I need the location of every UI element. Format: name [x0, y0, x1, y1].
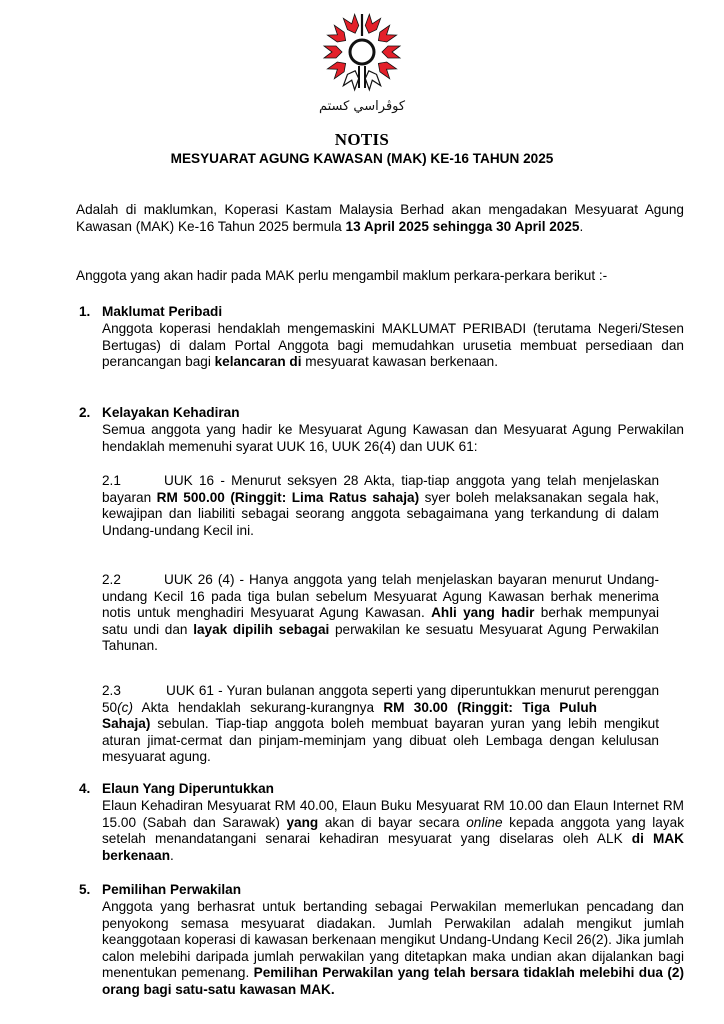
section-4-italic: online — [466, 814, 503, 830]
section-4-bold-2: di MAK berkenaan — [102, 831, 684, 863]
section-2-heading: Kelayakan Kehadiran — [102, 405, 240, 420]
subsection-2-3-bold-1: RM 30.00 (Ringgit: Tiga Puluh — [383, 699, 597, 715]
section-4-number: 4. — [79, 781, 91, 796]
section-1-text-b: mesyuarat kawasan berkenaan. — [301, 354, 498, 369]
subsection-2-1-number: 2.1 — [102, 473, 121, 488]
section-4-heading: Elaun Yang Diperuntukkan — [102, 781, 274, 796]
intro-instruction: Anggota yang akan hadir pada MAK perlu mengambil maklum perkara-perkara berikut :- — [76, 268, 608, 283]
subsection-2-2-text-c: perwakilan ke sesuatu Mesyuarat Agung Perwakilan Tahunan. — [102, 621, 659, 653]
subsection-2-1-bold: RM 500.00 (Ringgit: Lima Ratus sahaja) — [156, 489, 420, 505]
subsection-2-3-italic: (c) — [117, 699, 133, 715]
subsection-2-2-bold-2: layak dipilih sebagai — [193, 621, 330, 637]
subsection-2-3 — [102, 683, 659, 766]
subsection-2-3-text-b: Akta hendaklah sekurang-kurangnya — [132, 699, 384, 715]
section-4-text-a: Elaun Kehadiran Mesyuarat RM 40.00, Elaun Buku Mesyuarat RM 10.00 dan Elaun Internet RM 15.00 (Sabah dan Sarawak) — [102, 798, 684, 830]
section-5-number: 5. — [79, 882, 91, 897]
subsection-2-1-text-a: UUK 16 - Menurut seksyen 28 Akta, tiap-tiap anggota yang telah menjelaskan bayaran — [102, 473, 659, 505]
koperasi-kastam-logo-icon — [318, 10, 406, 118]
subsection-2-2-text-b: berhak mempunyai satu undi dan — [102, 605, 659, 637]
subsection-2-2 — [102, 572, 659, 655]
section-5-bold: Pemilihan Perwakilan yang telah bersara tidaklah melebihi dua (2) orang bagi satu-satu kawasan MAK. — [102, 965, 684, 997]
section-4-body — [102, 798, 684, 864]
section-5-body — [102, 899, 684, 998]
section-5-heading: Pemilihan Perwakilan — [102, 882, 242, 897]
subsection-2-2-bold-1: Ahli yang hadir — [431, 605, 535, 620]
subsection-2-1-text-b: syer boleh melaksanakan segala hak, kewajipan dan liabiliti sebagai seorang anggota sebagaimana yang terkandung di dalam Undang-undang Kecil ini. — [102, 489, 660, 538]
intro-end: . — [579, 218, 584, 234]
koperasi-logo — [318, 10, 406, 118]
subsection-2-3-text-a: UUK 61 - Yuran bulanan anggota seperti yang diperuntukkan menurut perenggan 50 — [102, 683, 659, 715]
subsection-2-3-bold-2: Sahaja) — [102, 716, 151, 731]
section-4-text-d: . — [170, 847, 174, 863]
intro-paragraph — [76, 202, 684, 235]
section-1-number: 1. — [79, 304, 91, 319]
section-4-text-c: kepada anggota yang layak setelah menandatangani senarai kehadiran mesyuarat yang diselaras oleh ALK — [102, 814, 685, 846]
section-1-heading: Maklumat Peribadi — [102, 304, 223, 319]
section-2-number: 2. — [79, 405, 91, 420]
section-1-body — [102, 321, 684, 371]
notice-subtitle: MESYUARAT AGUNG KAWASAN (MAK) KE-16 TAHUN 2025 — [170, 151, 554, 166]
section-4-bold-1: yang — [286, 814, 319, 830]
subsection-2-1 — [102, 473, 659, 539]
section-1-bold: kelancaran di — [214, 354, 302, 369]
section-2-body: Semua anggota yang hadir ke Mesyuarat Agung Kawasan dan Mesyuarat Agung Perwakilan hendaklah memenuhi syarat UUK 16, UUK 26(4) dan UUK 61: — [102, 422, 684, 454]
jawi-caption: كوڤراسي كستم — [318, 99, 406, 114]
section-5-text-a: Anggota yang berhasrat untuk bertanding sebagai Perwakilan memerlukan pencadang dan penyokong semasa mesyuarat diadakan. Jumlah Perwakilan adalah mengikut jumlah keanggotaan koperasi di kawasan berkenaan mengikut Undang-Undang Kecil 26(2). Jika jumlah calon melebihi daripada jumlah perwakilan yang ditetapkan maka undian akan dijalankan bagi menentukan pemenang. — [102, 899, 684, 980]
meeting-dates: 13 April 2025 sehingga 30 April 2025 — [345, 218, 580, 234]
subsection-2-3-text-c: sebulan. Tiap-tiap anggota boleh membuat bayaran yuran yang lebih mengikut aturan jimat-cermat dan pinjam-meminjam yang dibuat oleh Lembaga dengan kelulusan mesyuarat agung. — [102, 716, 659, 764]
intro-text: Adalah di maklumkan, Koperasi Kastam Malaysia Berhad akan mengadakan Mesyuarat Agung Kawasan (MAK) Ke-16 Tahun 2025 bermula — [76, 202, 684, 234]
notice-title: NOTIS — [334, 130, 390, 149]
subsection-2-3-number: 2.3 — [102, 683, 121, 698]
section-4-text-b: akan di bayar secara — [318, 814, 467, 830]
subsection-2-2-number: 2.2 — [102, 572, 121, 587]
subsection-2-2-text-a: UUK 26 (4) - Hanya anggota yang telah menjelaskan bayaran menurut Undang-undang Kecil 16 pada tiga bulan sebelum Mesyuarat Agung Kawasan berhak menerima notis untuk menghadiri Mesyuarat Agung Kawasan. — [102, 572, 659, 620]
section-1-text-a: Anggota koperasi hendaklah mengemaskini MAKLUMAT PERIBADI (terutama Negeri/Stesen Bertugas) di dalam Portal Anggota bagi memudahkan urusetia membuat persediaan dan perancangan bagi — [102, 321, 684, 369]
